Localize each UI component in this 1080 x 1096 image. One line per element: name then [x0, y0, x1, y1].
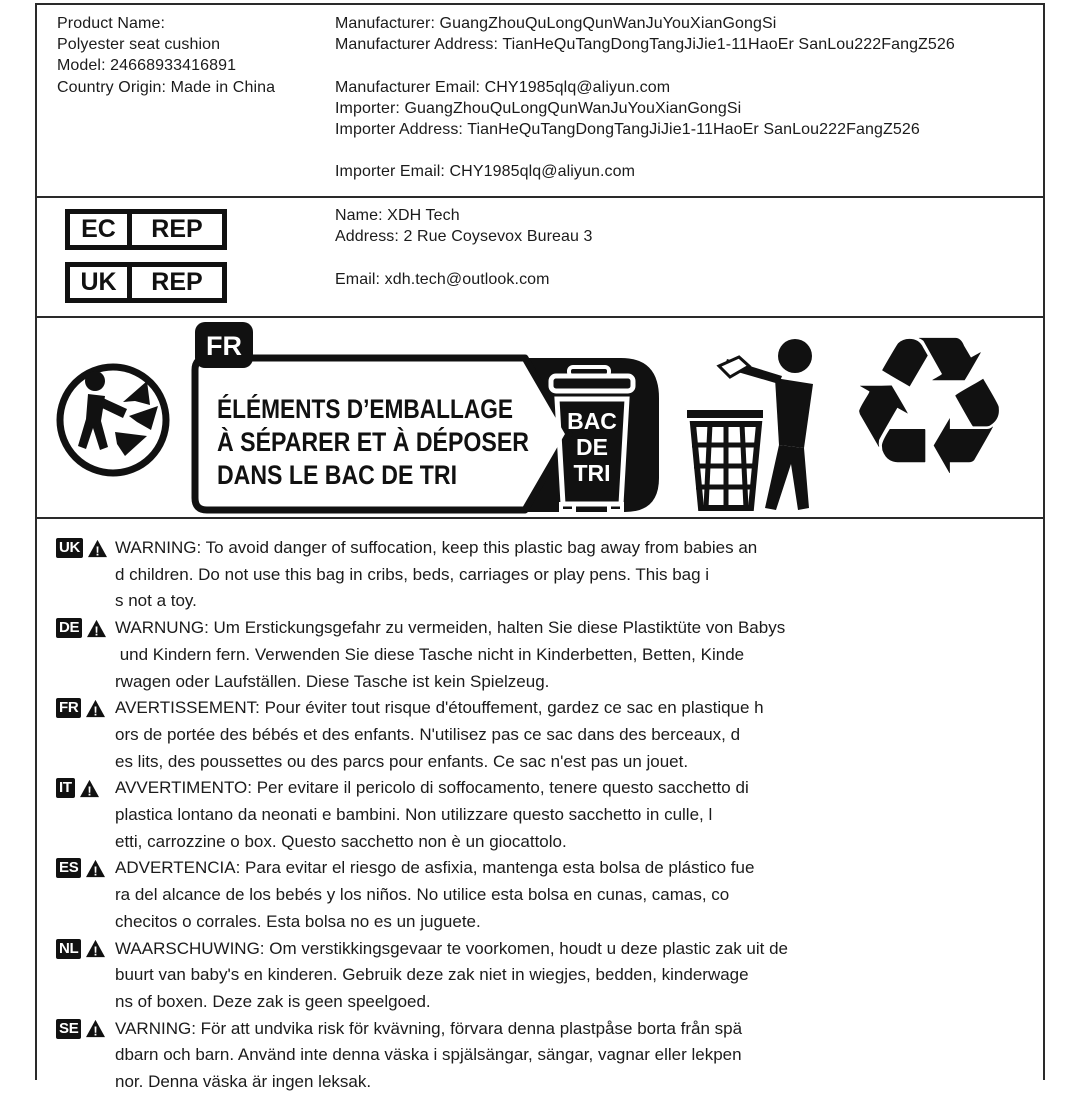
warning-icons	[56, 1019, 106, 1039]
warning-text	[115, 936, 1043, 1016]
manufacturer-info-line: Manufacturer Email: CHY1985qlq@aliyun.com	[335, 78, 671, 96]
manufacturer-info-line: Importer Email: CHY1985qlq@aliyun.com	[335, 163, 636, 181]
product-info-section	[37, 5, 1043, 198]
bin-text-line: DE	[576, 434, 608, 460]
warning-text-line: rwagen oder Laufställen. Diese Tasche ist kein Spielzeug.	[115, 671, 550, 691]
language-badge: DE	[56, 618, 82, 638]
uk-rep-badge	[65, 262, 227, 303]
fr-sorting-banner	[177, 322, 667, 514]
warning-icons	[56, 858, 106, 878]
warning-text-line: checitos o corrales. Esta bolsa no es un juguete.	[115, 911, 481, 931]
warning-item	[37, 1016, 1043, 1096]
manufacturer-details-column	[335, 15, 955, 185]
svg-text:!: !	[93, 943, 99, 959]
svg-text:!: !	[87, 783, 92, 798]
recycling-mobius-icon: ♻	[843, 296, 1016, 519]
manufacturer-info-line	[335, 57, 955, 78]
warning-item	[37, 855, 1043, 935]
warning-text-line: und Kindern fern. Verwenden Sie diese Tasche nicht in Kinderbetten, Betten, Kinde	[115, 644, 745, 664]
warning-text-line: VARNING: För att undvika risk för kvävning, förvara denna plastpåse borta från spä	[115, 1018, 743, 1038]
warning-icons	[56, 538, 108, 558]
warning-text	[115, 1016, 1043, 1096]
manufacturer-info-line	[335, 142, 955, 163]
language-badge: UK	[56, 538, 83, 558]
svg-text:!: !	[95, 542, 100, 558]
svg-text:!: !	[93, 1023, 99, 1039]
warning-triangle-icon	[85, 1019, 106, 1038]
language-badge: NL	[56, 939, 81, 959]
warnings-section	[37, 519, 1043, 1096]
manufacturer-info-line: Manufacturer Address: TianHeQuTangDongTangJiJie1-11HaoEr SanLou222FangZ526	[335, 36, 955, 54]
tidyman-litter-icon	[677, 332, 849, 516]
warning-text-line: plastica lontano da neonati e bambini. Non utilizzare questo sacchetto in culle, l	[115, 805, 713, 825]
warning-triangle-icon	[85, 859, 106, 878]
language-badge: FR	[56, 698, 81, 718]
warning-text-line: WARNUNG: Um Erstickungsgefahr zu vermeiden, halten Sie diese Plastiktüte von Babys	[115, 618, 786, 638]
rep-contact-line	[335, 249, 593, 270]
banner-text-line: DANS LE BAC DE TRI	[217, 460, 457, 490]
manufacturer-info-line: Importer: GuangZhouQuLongQunWanJuYouXianGongSi	[335, 99, 742, 117]
warning-item	[37, 535, 1043, 615]
product-info-line: Country Origin: Made in China	[57, 78, 276, 96]
warning-triangle-icon	[85, 939, 106, 958]
triman-sorting-icon	[55, 350, 171, 486]
uk-rep-badge-left: UK	[70, 267, 132, 298]
manufacturer-info-line: Importer Address: TianHeQuTangDongTangJiJie1-11HaoEr SanLou222FangZ526	[335, 120, 920, 138]
warning-text-line: d children. Do not use this bag in cribs, beds, carriages or play pens. This bag i	[115, 564, 710, 584]
warning-item	[37, 775, 1043, 855]
warning-text-line: nor. Denna väska är ingen leksak.	[115, 1072, 372, 1092]
rep-contact-column	[335, 207, 593, 292]
label-frame	[35, 3, 1045, 1092]
warning-text-line: ADVERTENCIA: Para evitar el riesgo de asfixia, mantenga esta bolsa de plástico fue	[115, 858, 755, 878]
warning-text	[115, 855, 1043, 935]
svg-text:!: !	[93, 863, 99, 878]
warning-text-line: etti, carrozzine o box. Questo sacchetto non è un giocattolo.	[115, 831, 567, 851]
rep-contact-line: Address: 2 Rue Coysevox Bureau 3	[335, 228, 593, 246]
warning-triangle-icon	[79, 779, 100, 798]
fr-tag-label: FR	[206, 331, 242, 361]
warning-text-line: WAARSCHUWING: Om verstikkingsgevaar te voorkomen, houdt u deze plastic zak uit de	[115, 938, 789, 958]
language-badge: IT	[56, 778, 75, 798]
warning-text-line: es lits, des poussettes ou des parcs pour enfants. Ce sac n'est pas un jouet.	[115, 751, 689, 771]
ec-rep-badge-left: EC	[70, 214, 132, 245]
bin-text-line: BAC	[567, 408, 617, 434]
warning-text	[115, 615, 1043, 695]
product-info-line: Product Name:	[57, 15, 166, 32]
language-badge: ES	[56, 858, 81, 878]
warning-text-line: AVERTISSEMENT: Pour éviter tout risque d'étouffement, gardez ce sac en plastique h	[115, 698, 764, 718]
warning-text	[115, 695, 1043, 775]
ec-rep-badge-right: REP	[151, 215, 203, 243]
rep-contact-line: Email: xdh.tech@outlook.com	[335, 270, 550, 288]
warning-text-line: s not a toy.	[115, 591, 197, 611]
warning-text-line: ra del alcance de los bebés y los niños. No utilice esta bolsa en cunas, camas, co	[115, 885, 730, 905]
warning-text-line: ors de portée des bébés et des enfants. N'utilisez pas ce sac dans des berceaux, d	[115, 724, 741, 744]
manufacturer-info-line: Manufacturer: GuangZhouQuLongQunWanJuYouXianGongSi	[335, 15, 777, 32]
warning-item	[37, 695, 1043, 775]
warning-item	[37, 615, 1043, 695]
rep-contact-line: Name: XDH Tech	[335, 207, 460, 224]
warning-icons	[56, 698, 106, 718]
warning-icons	[56, 778, 100, 798]
rep-badges	[65, 209, 227, 303]
bin-text-line: TRI	[573, 460, 611, 486]
product-info-line: Polyester seat cushion	[57, 36, 221, 54]
product-details-column	[57, 15, 313, 100]
warning-text-line: ns of boxen. Deze zak is geen speelgoed.	[115, 991, 431, 1011]
language-badge: SE	[56, 1019, 81, 1039]
warning-triangle-icon	[85, 699, 106, 718]
warning-text	[115, 535, 1043, 615]
warning-text-line: AVVERTIMENTO: Per evitare il pericolo di soffocamento, tenere questo sacchetto di	[115, 778, 749, 798]
banner-text-line: ÉLÉMENTS D’EMBALLAGE	[217, 394, 570, 424]
svg-text:!: !	[93, 703, 99, 718]
warning-text	[115, 775, 1043, 855]
warning-icons	[56, 939, 106, 959]
banner-text-line: À SÉPARER ET À DÉPOSER	[217, 427, 582, 457]
warning-text-line: WARNING: To avoid danger of suffocation, keep this plastic bag away from babies an	[115, 538, 758, 557]
warning-triangle-icon	[86, 619, 107, 638]
product-info-line: Model: 24668933416891	[57, 57, 237, 75]
warning-triangle-icon	[87, 539, 108, 558]
warning-icons	[56, 618, 107, 638]
uk-rep-badge-right: REP	[151, 268, 203, 296]
svg-text:!: !	[94, 623, 99, 638]
recycling-section	[37, 296, 1043, 519]
warning-text-line: dbarn och barn. Använd inte denna väska i spjälsängar, sängar, vagnar eller lekpen	[115, 1045, 742, 1065]
warning-item	[37, 936, 1043, 1016]
warning-text-line: buurt van baby's en kinderen. Gebruik deze zak niet in wiegjes, bedden, kinderwage	[115, 965, 749, 985]
ec-rep-badge	[65, 209, 227, 250]
